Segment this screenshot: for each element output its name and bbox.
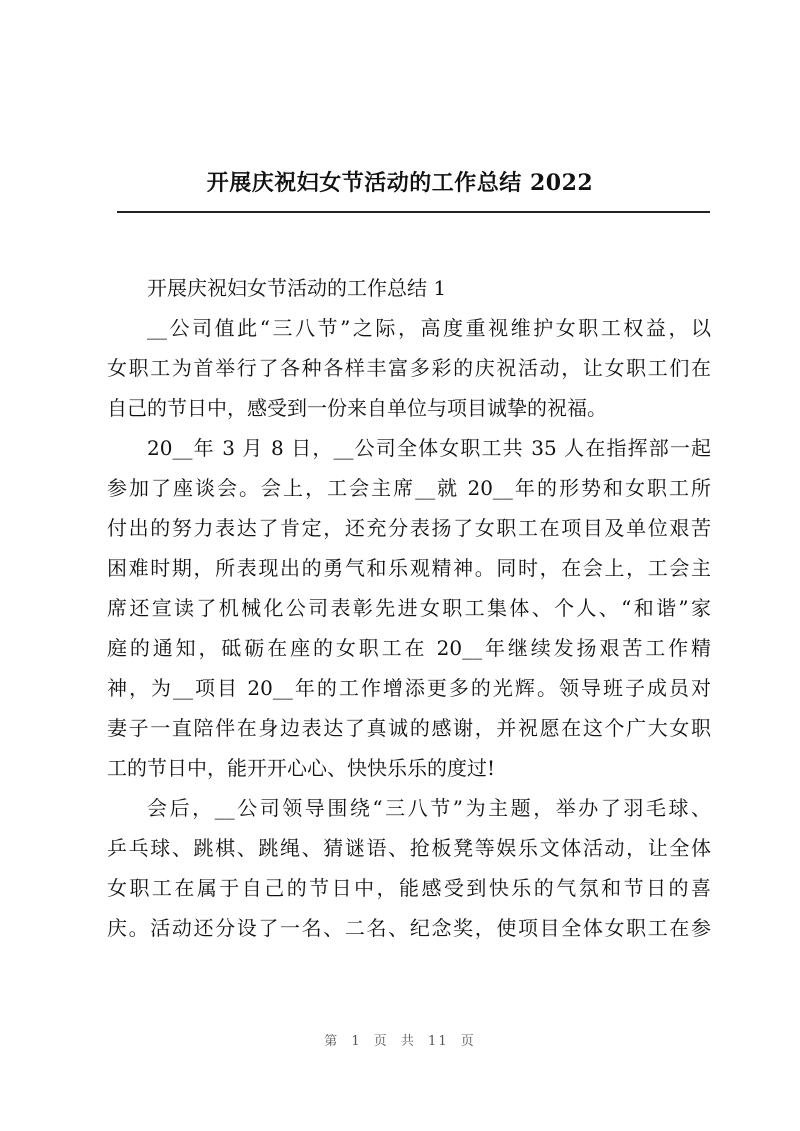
body-line: 乒乓球、跳棋、跳绳、猜谜语、抢板凳等娱乐文体活动，让全体: [107, 836, 711, 860]
body-line: 庆。活动还分设了一名、二名、纪念奖，使项目全体女职工在参: [107, 916, 711, 940]
body-line: 自己的节日中，感受到一份来自单位与项目诚挚的祝福。: [107, 396, 607, 420]
body-line: 妻子一直陪伴在身边表达了真诚的感谢，并祝愿在这个广大女职: [107, 716, 711, 740]
title-divider: [117, 211, 710, 213]
body-line: 神，为__项目 20__年的工作增添更多的光辉。领导班子成员对: [107, 676, 711, 700]
body-line: 会后，__公司领导围绕“三八节”为主题，举办了羽毛球、: [147, 796, 711, 820]
body-line: 女职工在属于自己的节日中，能感受到快乐的气氛和节日的喜: [107, 876, 711, 900]
body-line: 困难时期，所表现出的勇气和乐观精神。同时，在会上，工会主: [107, 556, 711, 580]
document-body: [107, 268, 711, 948]
body-line: 席还宣读了机械化公司表彰先进女职工集体、个人、“和谐”家: [107, 596, 711, 620]
section-heading: 开展庆祝妇女节活动的工作总结 1: [147, 276, 447, 300]
body-line: __公司值此“三八节”之际，高度重视维护女职工权益，以: [147, 316, 711, 340]
body-line: 工的节日中，能开开心心、快快乐乐的度过!: [107, 756, 496, 780]
body-line: 付出的努力表达了肯定，还充分表扬了女职工在项目及单位艰苦: [107, 516, 711, 540]
body-line: 20__年 3 月 8 日，__公司全体女职工共 35 人在指挥部一起: [147, 436, 711, 460]
body-line: 参加了座谈会。会上，工会主席__就 20__年的形势和女职工所: [107, 476, 711, 500]
document-title: 开展庆祝妇女节活动的工作总结 2022: [206, 170, 594, 196]
page-footer: 第 1 页 共 11 页: [324, 1034, 476, 1049]
body-line: 女职工为首举行了各种各样丰富多彩的庆祝活动，让女职工们在: [107, 356, 711, 380]
body-line: 庭的通知，砥砺在座的女职工在 20__年继续发扬艰苦工作精: [107, 636, 711, 660]
